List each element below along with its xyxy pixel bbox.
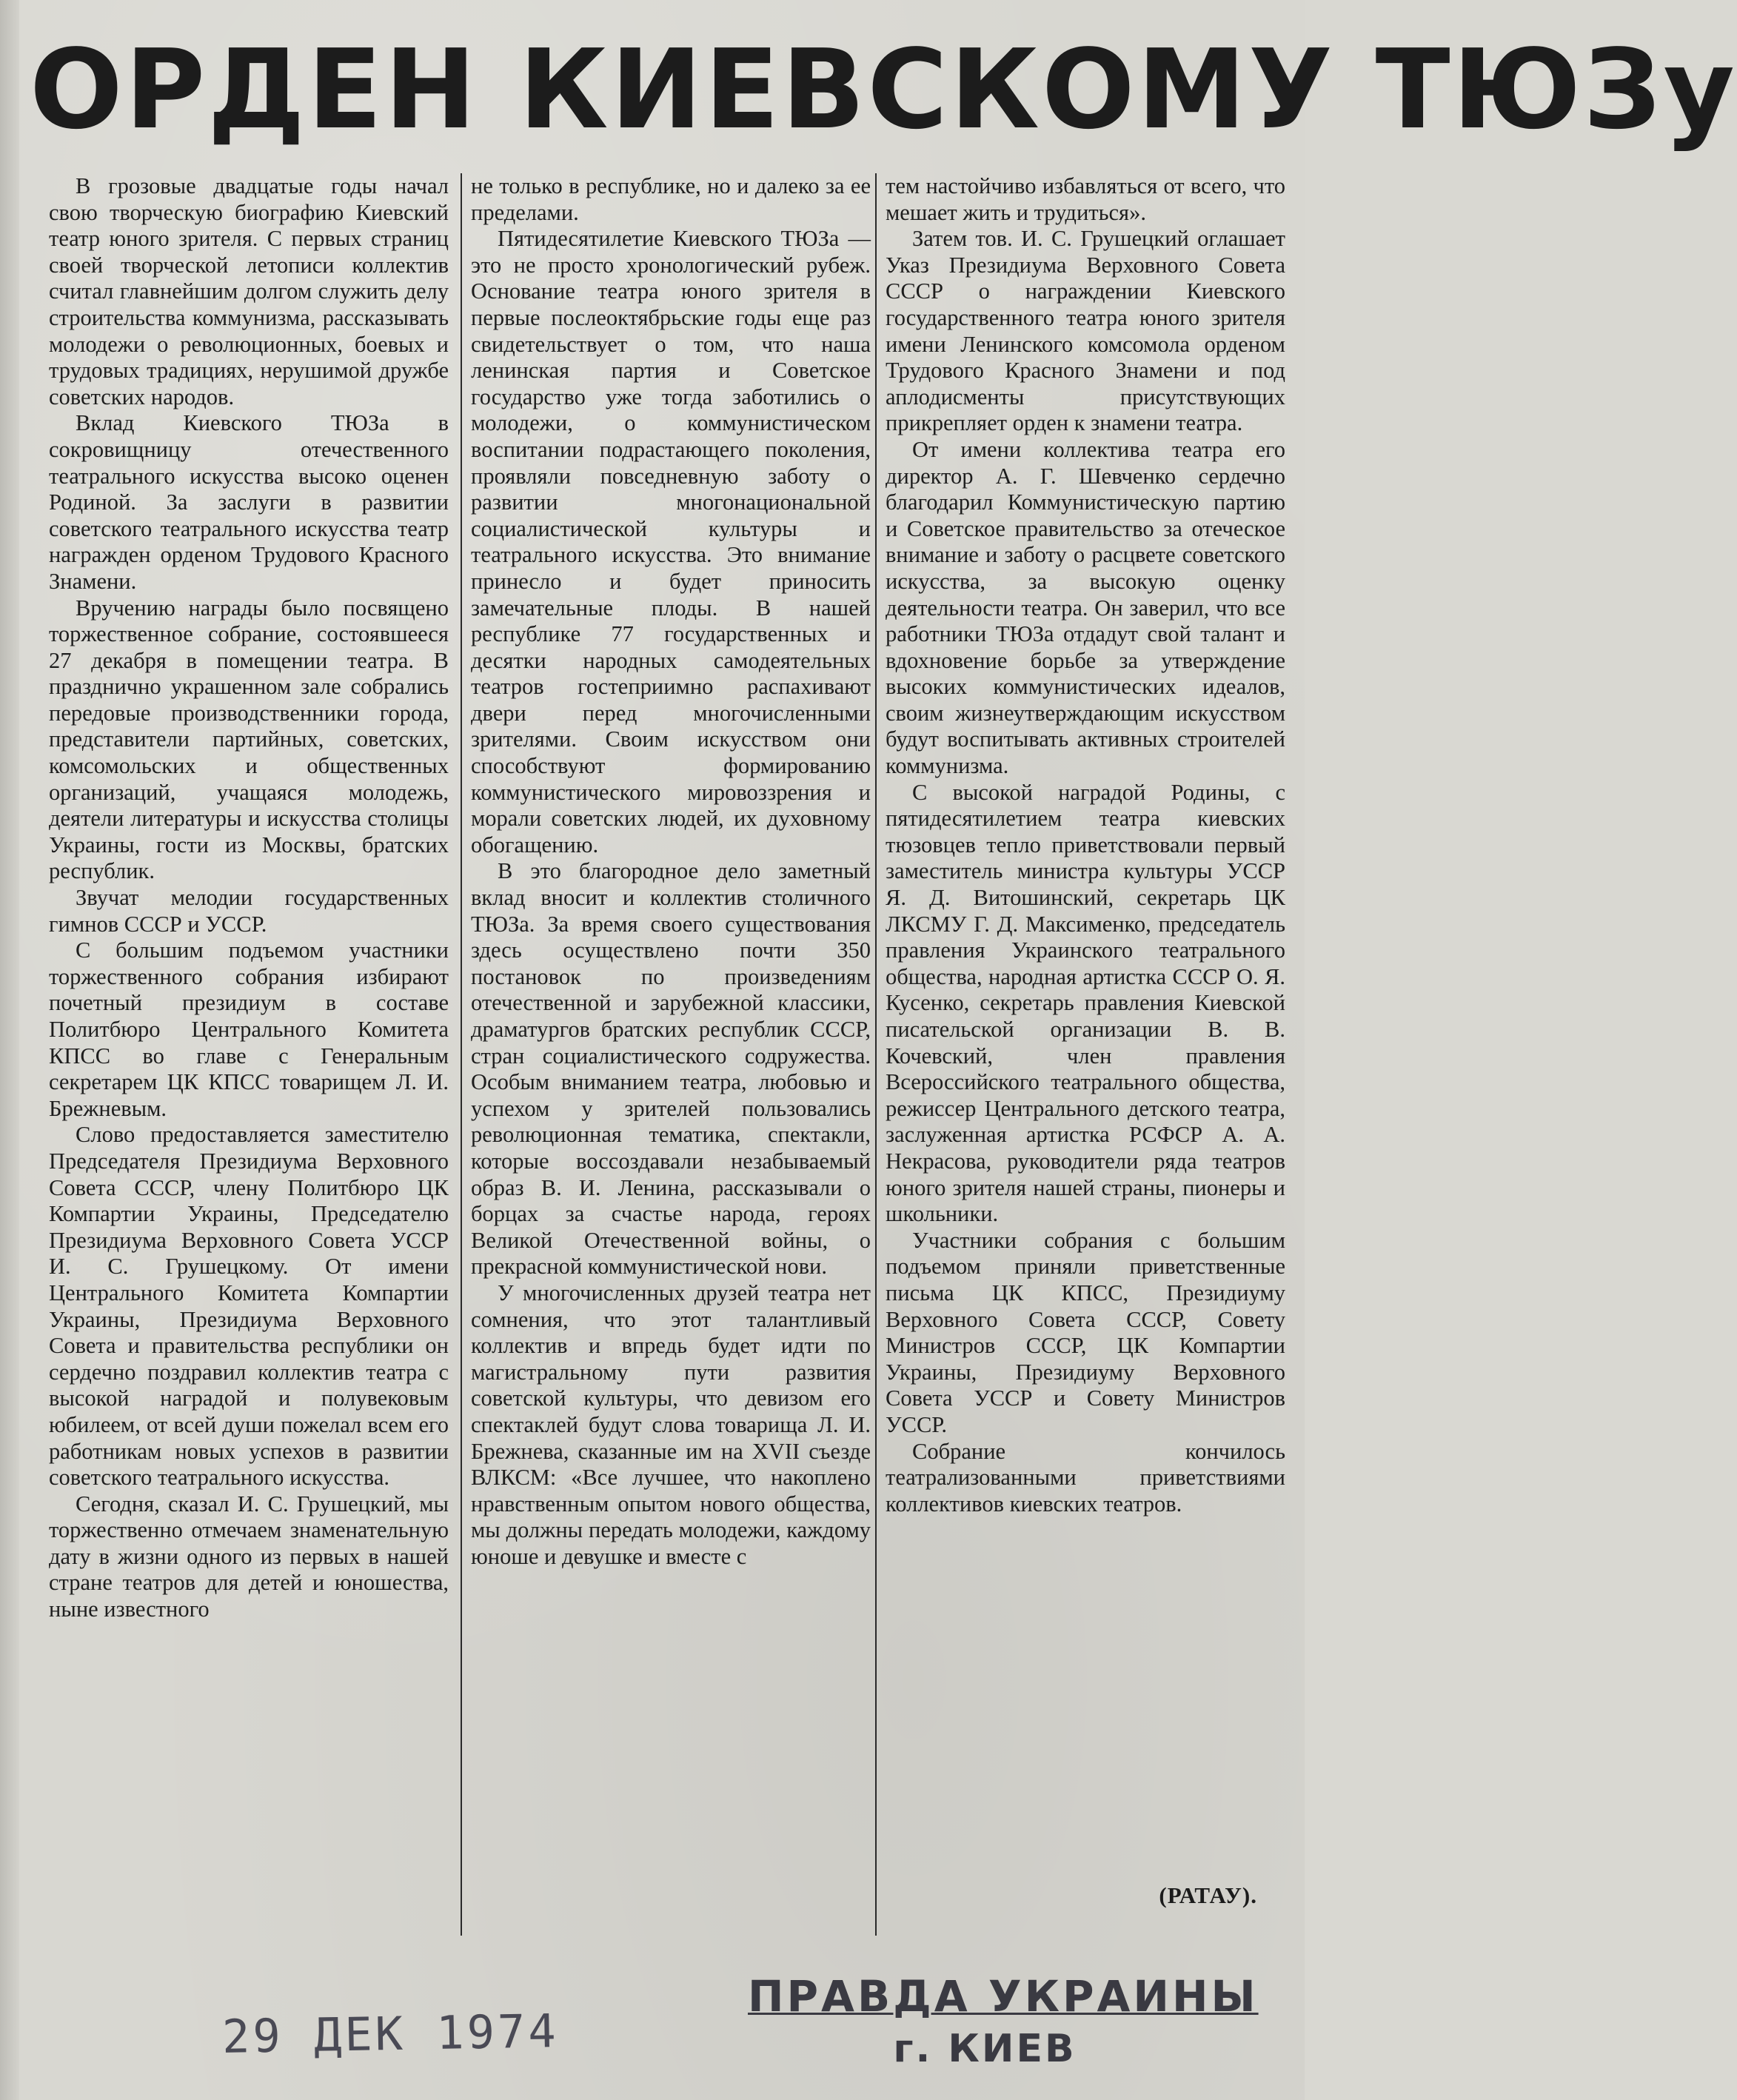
date-stamp: 29 ДЕК 1974 [221,2004,560,2064]
paragraph: тем настойчиво избавляться от всего, что мешает жить и трудиться». [886,173,1285,225]
paragraph: У многочисленных друзей театра нет сомнения, что этот талантливый коллектив и впредь будет идти по магистральному пути развития советской культуры, что девизом его спектаклей будут слова товарища Л. И. Брежнева, сказанные им на XVII съезде ВЛКСМ: «Все лучшее, что накоплено нравственным опытом нового общества, мы должны передать молодежи, каждому юноше и девушке и вместе с [471,1280,871,1569]
newspaper-name: ПРАВДА УКРАИНЫ [748,1971,1259,2022]
paragraph: Звучат мелодии государственных гимнов СССР и УССР. [49,885,449,937]
column-3 [886,173,1285,1517]
newspaper-stamp [748,1970,1259,2075]
paragraph: Участники собрания с большим подъемом приняли приветственные письма ЦК КПСС, Президиуму Верховного Совета СССР, Совету Министров СССР, ЦК Компартии Украины, Президиуму Верховного Совета УССР и Совету Министров УССР. [886,1227,1285,1437]
headline: ОРДЕН КИЕВСКОМУ ТЮЗу [30,26,1737,153]
column-2 [471,173,871,1570]
paragraph: С высокой наградой Родины, с пятидесятилетием театра киевских тюзовцев тепло приветствовали первый заместитель министра культуры УССР Я. Д. Витошинский, секретарь ЦК ЛКСМУ Г. Д. Максименко, председатель правления Украинского театрального общества, народная артистка СССР О. Я. Кусенко, секретарь правления Киевской писательской организации В. В. Кочевский, член правления Всероссийского театрального общества, режиссер Центрального детского театра, заслуженная артистка РСФСР А. А. Некрасова, руководители ряда театров юного зрителя нашей страны, пионеры и школьники. [886,779,1285,1227]
paragraph: Сегодня, сказал И. С. Грушецкий, мы торжественно отмечаем знаменательную дату в жизни одного из первых в нашей стране театров для детей и юношества, ныне известного [49,1491,449,1622]
paragraph: Слово предоставляется заместителю Председателя Президиума Верховного Совета СССР, члену Политбюро ЦК Компартии Украины, Председателю Президиума Верховного Совета УССР И. С. Грушецкому. От имени Центрального Комитета Компартии Украины, Президиума Верховного Совета и правительства республики он сердечно поздравил коллектив театра с высокой наградой и полувековым юбилеем, от всей души пожелал всем его работникам новых успехов в развитии советского театрального искусства. [49,1122,449,1491]
paragraph: От имени коллектива театра его директор А. Г. Шевченко сердечно благодарил Коммунистическую партию и Советское правительство за отеческое внимание и заботу о расцвете советского искусства, за высокую оценку деятельности театра. Он заверил, что все работники ТЮЗа отдадут свой талант и вдохновение борьбе за утверждение высоких коммунистических идеалов, своим жизнеутверждающим искусством будут воспитывать активных строителей коммунизма. [886,436,1285,779]
column-divider [461,173,462,1936]
column-1 [49,173,449,1623]
paragraph: В это благородное дело заметный вклад вносит и коллектив столичного ТЮЗа. За время своего существования здесь осуществлено почти 350 постановок по произведениям отечественной и зарубежной классики, драматургов братских республик СССР, стран социалистического содружества. Особым вниманием театра, любовью и успехом у зрителей пользовались революционная тематика, спектакли, которые воссоздавали незабываемый образ В. И. Ленина, рассказывали о борцах за счастье народа, героях Великой Отечественной войны, о прекрасной коммунистической нови. [471,858,871,1280]
column-divider [875,173,877,1936]
page-edge-shadow [0,0,19,2100]
paragraph: не только в республике, но и далеко за ее пределами. [471,173,871,225]
paragraph: Собрание кончилось театрализованными приветствиями коллективов киевских театров. [886,1438,1285,1517]
paragraph: Затем тов. И. С. Грушецкий оглашает Указ Президиума Верховного Совета СССР о награждении Киевского государственного театра юного зрителя имени Ленинского комсомола орденом Трудового Красного Знамени и под аплодисменты присутствующих прикрепляет орден к знамени театра. [886,226,1285,436]
paragraph: Вручению награды было посвящено торжественное собрание, состоявшееся 27 декабря в помещении театра. В празднично украшенном зале собрались передовые производственники города, представители партийных, советских, комсомольских и общественных организаций, учащаяся молодежь, деятели литературы и искусства столицы Украины, гости из Москвы, братских республик. [49,595,449,884]
article-columns [36,166,1287,1936]
paragraph: Пятидесятилетие Киевского ТЮЗа — это не просто хронологический рубеж. Основание театра юного зрителя в первые послеоктябрьские годы еще раз свидетельствует о том, что наша ленинская партия и Советское государство уже тогда заботились о молодежи, о коммунистическом воспитании подрастающего поколения, проявляли повседневную заботу о развитии многонациональной социалистической культуры и театрального искусства. Это внимание принесло и будет приносить замечательные плоды. В нашей республике 77 государственных и десятки народных самодеятельных театров гостеприимно распахивают двери перед многочисленными зрителями. Своим искусством они способствуют формированию коммунистического мировоззрения и морали советских людей, их духовному обогащению. [471,226,871,857]
news-agency-credit: (РАТАУ). [1159,1882,1257,1908]
newspaper-city: г. КИЕВ [893,2027,1077,2071]
paragraph: В грозовые двадцатые годы начал свою творческую биографию Киевский театр юного зрителя. С первых страниц своей творческой летописи коллектив считал главнейшим долгом служить делу строительства коммунизма, рассказывать молодежи о революционных, боевых и трудовых традициях, нерушимой дружбе советских народов. [49,173,449,409]
paragraph: С большим подъемом участники торжественного собрания избирают почетный президиум в составе Политбюро Центрального Комитета КПСС во главе с Генеральным секретарем ЦК КПСС товарищем Л. И. Брежневым. [49,937,449,1121]
paragraph: Вклад Киевского ТЮЗа в сокровищницу отечественного театрального искусства высоко оценен Родиной. За заслуги в развитии советского театрального искусства театр награжден орденом Трудового Красного Знамени. [49,410,449,594]
article-clipping [19,13,1737,1953]
